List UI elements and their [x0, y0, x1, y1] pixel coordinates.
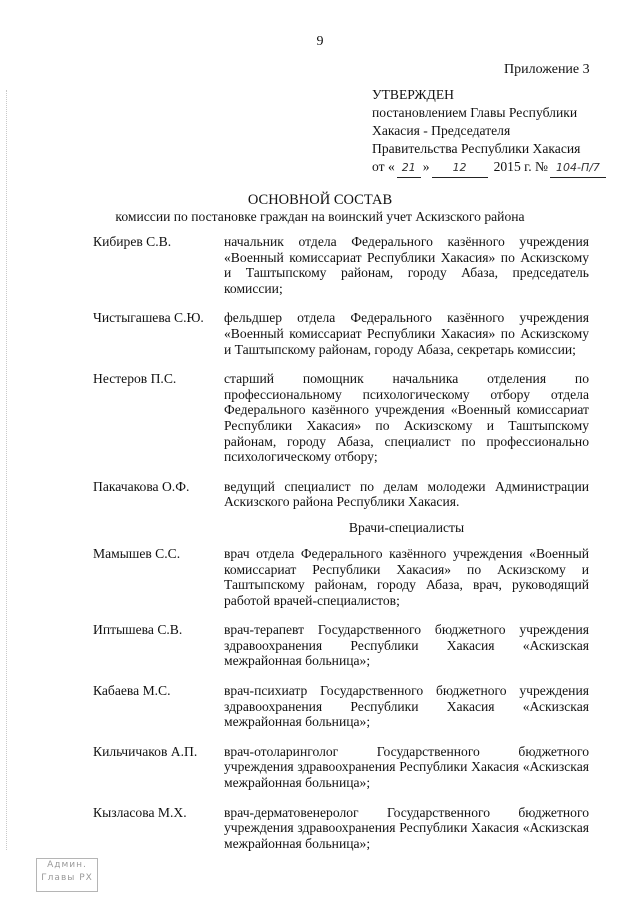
doctor-row — [93, 744, 589, 791]
doctor-name: Кильчичаков А.П. — [93, 743, 198, 759]
member-name: Нестеров П.С. — [93, 371, 177, 387]
doctor-name: Кабаева М.С. — [93, 683, 171, 699]
appendix-label: Приложение 3 — [504, 62, 590, 77]
member-role: фельдшер отдела Федерального казённого учреждения «Военный комиссариат Республики Хакасия» по Аскизскому и Таштыпскому районам, городу Абаза, секретарь комиссии; — [224, 310, 589, 357]
document-title: ОСНОВНОЙ СОСТАВ — [247, 192, 393, 208]
doctor-role: врач-терапевт Государственного бюджетного учреждения здравоохранения Республики Хакасия «Аскизская межрайонная больница»; — [224, 622, 589, 669]
members-list — [93, 234, 589, 851]
stamp-line: Админ. — [47, 860, 87, 870]
handwritten-number: 104-П/7 — [550, 159, 606, 178]
handwritten-month: 12 — [432, 159, 488, 178]
section-heading: Врачи-специалисты — [348, 519, 465, 535]
approval-line: постановлением Главы Республики — [372, 105, 578, 120]
doctor-role: врач-психиатр Государственного бюджетного учреждения здравоохранения Республики Хакасия «Аскизская межрайонная больница»; — [224, 683, 589, 730]
registration-stamp — [36, 858, 98, 892]
approval-line: Правительства Республики Хакасия — [372, 141, 581, 156]
doctor-name: Иптышева С.В. — [93, 622, 183, 638]
member-name: Кибирев С.В. — [93, 234, 172, 249]
doctor-row — [93, 622, 589, 669]
approval-heading: УТВЕРЖДЕН — [372, 87, 454, 102]
doctor-name: Кызласова М.Х. — [93, 804, 187, 820]
date-year: 2015 г. № — [493, 159, 548, 174]
member-row — [93, 234, 589, 296]
doctor-row — [93, 805, 589, 852]
approval-date-line — [372, 158, 622, 178]
member-row — [93, 371, 589, 465]
date-mid: » — [422, 159, 430, 174]
member-row — [93, 479, 589, 510]
member-role: ведущий специалист по делам молодежи Администрации Аскизского района Республики Хакасия. — [224, 478, 589, 510]
date-prefix: от « — [372, 159, 395, 174]
member-name: Пакачакова О.Ф. — [93, 478, 190, 494]
doctor-role: врач-дерматовенеролог Государственного бюджетного учреждения здравоохранения Республики Хакасия «Аскизская межрайонная больница»; — [224, 804, 589, 851]
member-role: старший помощник начальника отделения по профессиональному психологическому отбору отдела Федерального казённого учреждения «Военный комиссариат Республики Хакасия» по Аскизскому и Таштыпскому районам, городу Абаза, специалист по профессионально психологическому отбору; — [224, 371, 589, 465]
document-subtitle: комиссии по постановке граждан на воинский учет Аскизского района — [115, 209, 525, 224]
doctor-name: Мамышев С.С. — [93, 545, 181, 561]
member-role: начальник отдела Федерального казённого учреждения «Военный комиссариат Республики Хакасия» по Аскизскому и Таштыпскому районам, городу Абаза, председатель комиссии; — [224, 234, 589, 296]
handwritten-day: 21 — [397, 159, 421, 178]
page-number: 9 — [316, 34, 324, 49]
doctor-row — [93, 683, 589, 730]
member-name: Чистыгашева С.Ю. — [93, 310, 204, 326]
stamp-line: Главы РХ — [41, 873, 93, 883]
doctor-row — [93, 546, 589, 608]
doctor-role: врач отдела Федерального казённого учреждения «Военный комиссариат Республики Хакасия» по Аскизскому и Таштыпскому районам, городу Абаза, врач, руководящий работой врачей-специалистов; — [224, 545, 589, 608]
approval-block — [372, 86, 622, 178]
member-row — [93, 310, 589, 357]
doctor-role: врач-отоларинголог Государственного бюджетного учреждения здравоохранения Республики Хакасия «Аскизская межрайонная больница»; — [224, 743, 589, 791]
approval-line: Хакасия - Председателя — [372, 123, 511, 138]
